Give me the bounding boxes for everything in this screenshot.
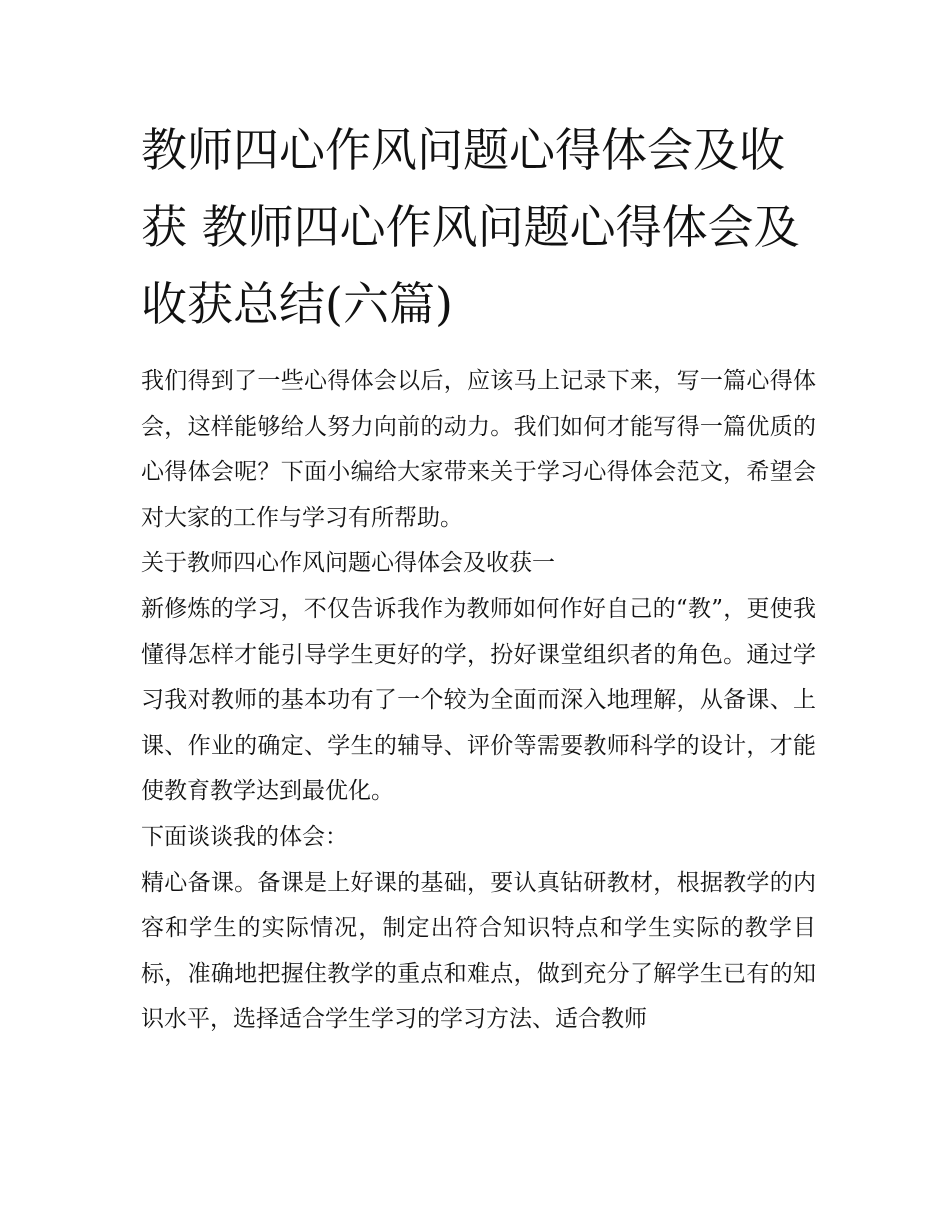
paragraph-lead-in: 下面谈谈我的体会： — [141, 823, 348, 850]
document-body — [141, 359, 816, 1043]
section-heading: 关于教师四心作风问题心得体会及收获一 — [141, 550, 555, 577]
paragraph-intro: 我们得到了一些心得体会以后，应该马上记录下来，写一篇心得体会，这样能够给人努力向前的动力。我们如何才能写得一篇优质的心得体会呢？下面小编给大家带来关于学习心得体会范文，希望会对大家的工作与学习有所帮助。 — [141, 368, 816, 531]
paragraph-lesson-prep: 精心备课。备课是上好课的基础，要认真钻研教材，根据教学的内容和学生的实际情况，制定出符合知识特点和学生实际的教学目标，准确地把握住教学的重点和难点，做到充分了解学生已有的知识水平，选择适合学生学习的学习方法、适合教师 — [141, 869, 816, 1033]
paragraph-study: 新修炼的学习，不仅告诉我作为教师如何作好自己的“教”，更使我懂得怎样才能引导学生更好的学，扮好课堂组织者的角色。通过学习我对教师的基本功有了一个较为全面而深入地理解，从备课、上课、作业的确定、学生的辅导、评价等需要教师科学的设计，才能使教育教学达到最优化。 — [141, 595, 816, 805]
document-title: 教师四心作风问题心得体会及收获 教师四心作风问题心得体会及收获总结(六篇) — [141, 123, 800, 331]
